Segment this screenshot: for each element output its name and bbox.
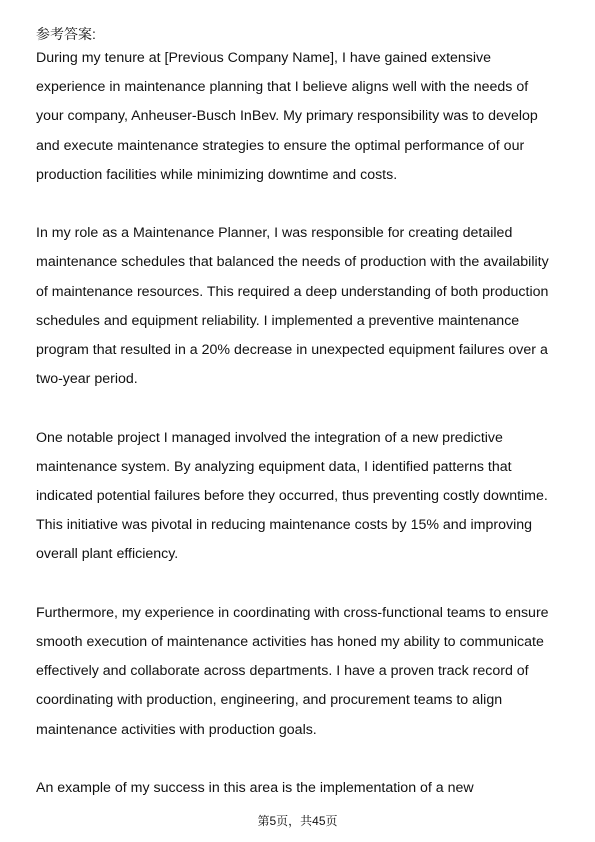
paragraph-line: During my tenure at [Previous Company Name], I have gained extensive	[36, 50, 492, 66]
paragraph-line: coordinating with production, engineering, and procurement teams to align	[36, 692, 503, 709]
paragraph-line: production facilities while minimizing downtime and costs.	[36, 166, 398, 183]
paragraph-line: maintenance schedules that balanced the needs of production with the availability	[36, 254, 549, 271]
page-content	[36, 24, 566, 803]
paragraph-5	[36, 774, 566, 803]
paragraph-line: One notable project I managed involved the integration of a new predictive	[36, 429, 503, 446]
paragraph-spacer	[36, 190, 566, 219]
paragraph-line: your company, Anheuser-Busch InBev. My primary responsibility was to develop	[36, 108, 538, 125]
paragraph-line: In my role as a Maintenance Planner, I was responsible for creating detailed	[36, 225, 513, 242]
paragraph-line: indicated potential failures before they occurred, thus preventing costly downtime.	[36, 488, 548, 505]
paragraph-4	[36, 599, 566, 745]
paragraph-2	[36, 219, 566, 394]
paragraph-line: schedules and equipment reliability. I implemented a preventive maintenance	[36, 312, 520, 329]
paragraph-line: This initiative was pivotal in reducing maintenance costs by 15% and improving	[36, 517, 533, 534]
paragraph-line: experience in maintenance planning that I believe aligns well with the needs of	[36, 79, 529, 96]
paragraph-line: Furthermore, my experience in coordinating with cross-functional teams to ensure	[36, 604, 549, 621]
paragraph-line: and execute maintenance strategies to ensure the optimal performance of our	[36, 137, 525, 154]
paragraph-line: maintenance system. By analyzing equipment data, I identified patterns that	[36, 458, 512, 475]
paragraph-line: program that resulted in a 20% decrease in unexpected equipment failures over a	[36, 342, 548, 359]
paragraph-spacer	[36, 570, 566, 599]
paragraph-line: maintenance activities with production goals.	[36, 721, 317, 738]
paragraph-3	[36, 424, 566, 570]
paragraph-line: of maintenance resources. This required a deep understanding of both production	[36, 283, 549, 300]
answer-label: 参考答案:	[36, 26, 96, 42]
paragraph-spacer	[36, 394, 566, 423]
paragraph-1	[36, 44, 566, 190]
paragraph-line: An example of my success in this area is the implementation of a new	[36, 780, 474, 797]
paragraph-line: effectively and collaborate across departments. I have a proven track record of	[36, 663, 529, 680]
paragraph-line: two-year period.	[36, 371, 138, 388]
paragraph-line: smooth execution of maintenance activities has honed my ability to communicate	[36, 634, 544, 651]
paragraph-line: overall plant efficiency.	[36, 546, 179, 563]
page-number-footer: 第5页，共45页	[257, 814, 338, 828]
paragraph-spacer	[36, 745, 566, 774]
